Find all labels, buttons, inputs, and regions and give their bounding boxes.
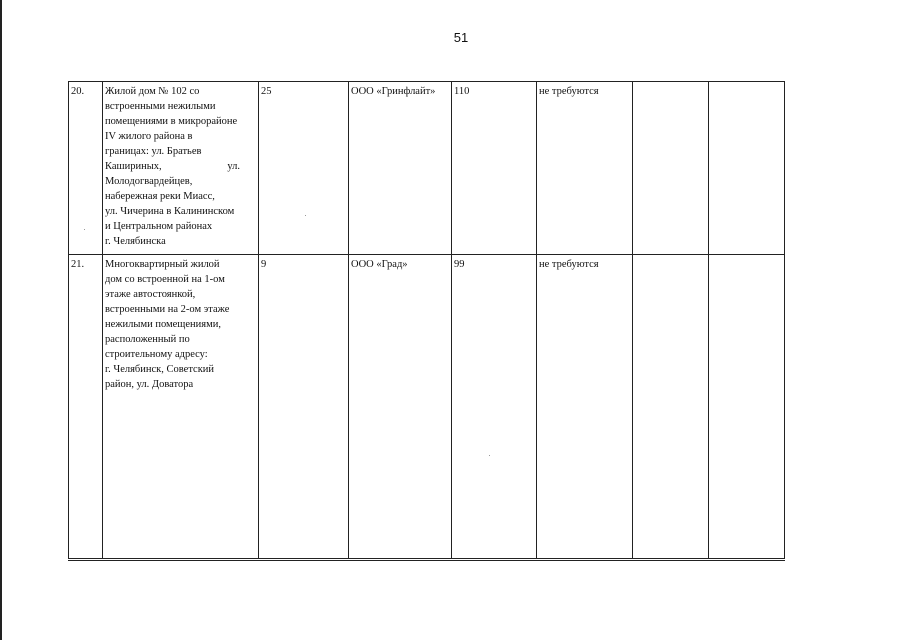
cell-empty	[633, 82, 709, 255]
cell-empty	[633, 255, 709, 560]
description-line: встроенными нежилыми	[105, 101, 216, 112]
description-line: район, ул. Доватора	[105, 379, 194, 390]
description-line: г. Челябинск, Советский	[105, 364, 215, 375]
page-number: 51	[453, 30, 469, 45]
description-line: Молодогвардейцев,	[105, 176, 193, 187]
cell-empty	[709, 255, 785, 560]
description-line: г. Челябинска	[105, 236, 166, 247]
scan-speck	[305, 215, 306, 216]
description-word: Кашириных,	[105, 161, 162, 172]
registry-table	[68, 81, 785, 561]
cell-empty	[709, 82, 785, 255]
page-left-edge	[0, 0, 2, 640]
cell-status: не требуются	[537, 255, 633, 560]
description-line: встроенными на 2-ом этаже	[105, 304, 230, 315]
description-line: Жилой дом № 102 со	[105, 86, 200, 97]
cell-value: 9	[259, 255, 349, 560]
description-line: ул. Чичерина в Калининском	[105, 206, 235, 217]
cell-value: 99	[452, 255, 537, 560]
scan-speck	[489, 455, 490, 456]
description-line: помещениями в микрорайоне	[105, 116, 238, 127]
description-line: строительному адресу:	[105, 349, 208, 360]
description-line	[105, 159, 256, 174]
scan-speck	[84, 229, 85, 230]
description-line: дом со встроенной на 1-ом	[105, 274, 225, 285]
description-line: и Центральном районах	[105, 221, 213, 232]
cell-value: 110	[452, 82, 537, 255]
description-word: ул.	[227, 161, 240, 172]
cell-company: ООО «Гринфлайт»	[349, 82, 452, 255]
table-row	[69, 255, 785, 560]
description-line: Многоквартирный жилой	[105, 259, 220, 270]
description-line: расположенный по	[105, 334, 190, 345]
cell-object-description	[103, 255, 259, 560]
cell-status: не требуются	[537, 82, 633, 255]
description-line: IV жилого района в	[105, 131, 193, 142]
description-line: нежилыми помещениями,	[105, 319, 222, 330]
cell-number: 20.	[69, 82, 103, 255]
description-line: набережная реки Миасс,	[105, 191, 215, 202]
cell-company: ООО «Град»	[349, 255, 452, 560]
cell-number: 21.	[69, 255, 103, 560]
description-line: границах: ул. Братьев	[105, 146, 202, 157]
cell-value: 25	[259, 82, 349, 255]
table-row	[69, 82, 785, 255]
cell-object-description	[103, 82, 259, 255]
description-line: этаже автостоянкой,	[105, 289, 196, 300]
